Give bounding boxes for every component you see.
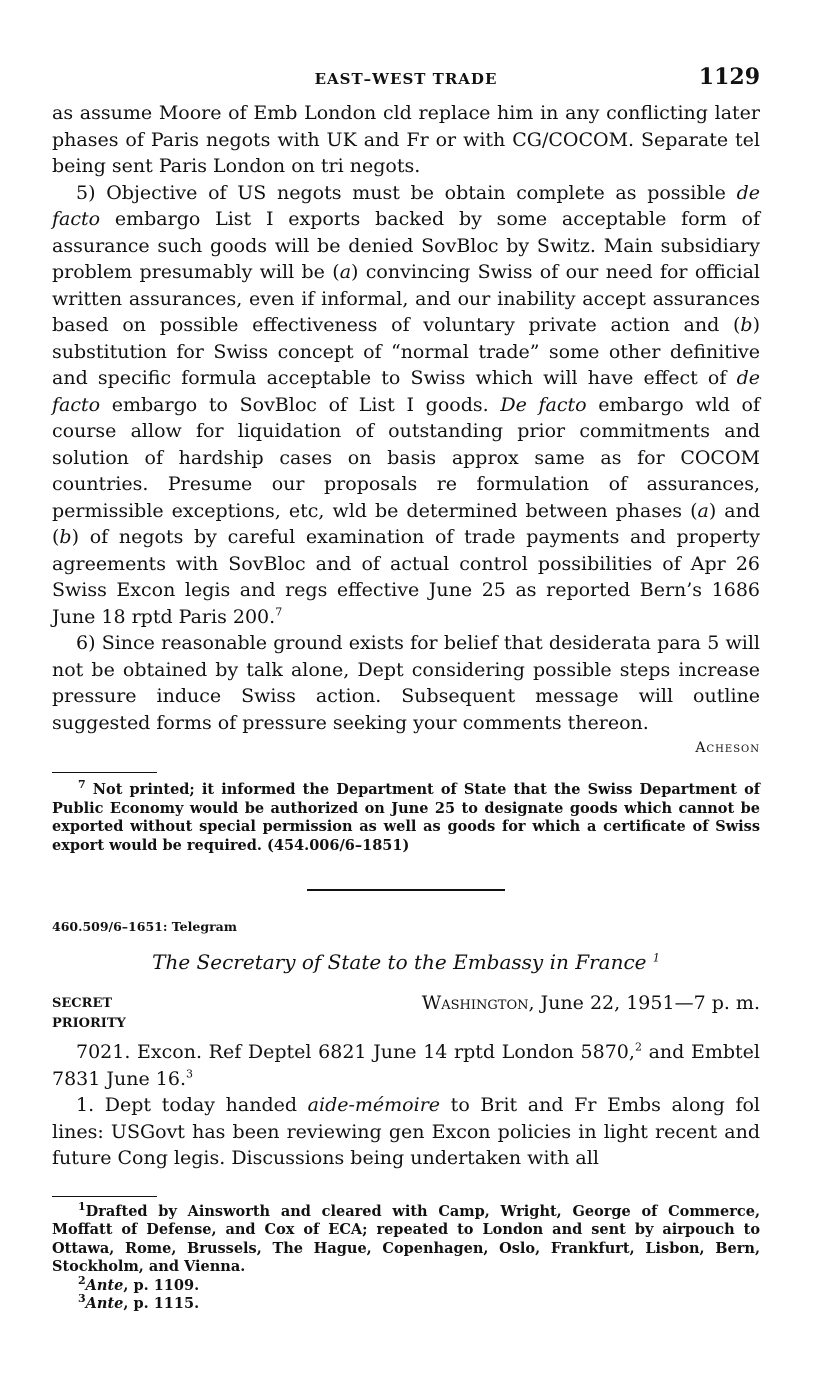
footnote-3: $^3$Ante, p. 1115. [78,1292,200,1312]
footnote-ref-7[interactable]: 7 [275,605,283,619]
footnote-rule [52,772,157,773]
file-reference: 460.509/6–1651: Telegram [52,919,237,934]
paragraph-continued: as assume Moore of Emb London cld replace him in any conflicting later phases of Paris negots with UK and Fr or with CG/COCOM. Separate tel being sent Paris London on tri negots. [52,102,760,177]
paragraph-6: 6) Since reasonable ground exists for belief that desiderata para 5 will not be obtained by talk alone, Dept considering possible steps increase pressure induce Swiss action. Subsequent message will outline suggested forms of pressure seeking your comments thereon. [52,632,760,734]
footnote-1: $^1$Drafted by Ainsworth and cleared with Camp, Wright, George of Commerce, Moffatt of Defense, and Cox of ECA; repeated to London and sent by airpouch to Ottawa, Rome, Brussels, The Hague, Copenhagen, Oslo, Frankfurt, Lisbon, Bern, Stockholm, and Vienna. [52,1199,760,1275]
page-number: 1129 [698,64,760,90]
footnote-7: $^7$ Not printed; it informed the Department of State that the Swiss Department of Public Economy would be authorized on June 25 to designate goods which cannot be exported without special permission as well as goods for which a certificate of Swiss export would be required. (454.006/6–1851) [52,778,760,854]
footnote-ref-1[interactable]: 1 [652,951,660,965]
signature: Acheson [695,740,760,756]
document-separator [307,889,505,891]
footnote-rule-2 [52,1196,157,1197]
classification: SECRET [52,996,113,1011]
footnote-2: $^2$Ante, p. 1109. [78,1273,200,1294]
document-page [52,60,760,1314]
document-title: The Secretary of State to the Embassy in France $^1$ [152,950,660,974]
priority-label: PRIORITY [52,1016,126,1031]
telegram-paragraph-1: 7021. Excon. Ref Deptel 6821 June 14 rptd London 5870,$^2$ and Embtel 7831 June 16.$^3$ [52,1040,760,1090]
telegram-paragraph-2: 1. Dept today handed aide-mémoire to Brit and Fr Embs along fol lines: USGovt has been reviewing gen Excon policies in light recent and future Cong legis. Discussions being undertaken with all [52,1094,760,1169]
dateline: Washington, June 22, 1951—7 p. m. [421,992,760,1014]
page-header [52,60,760,100]
footnote-ref-3[interactable]: 3 [185,1067,193,1081]
footnote-ref-2[interactable]: 2 [634,1040,642,1054]
running-title: EAST–WEST TRADE [314,70,498,88]
paragraph-5: 5) Objective of US negots must be obtain complete as possible de facto embargo List I exports backed by some acceptable form of assurance such goods will be denied SovBloc by Switz. Main subsidiary problem presumably will be (a) convincing Swiss of our need for official written assurances, even if informal, and our inability accept assurances based on possible effectiveness of voluntary private action and (b) substitution for Swiss concept of “normal trade” some other definitive and specific formula acceptable to Swiss which will have effect of de facto embargo to SovBloc of List I goods. De facto embargo wld of course allow for liquidation of outstanding prior commitments and solution of hardship cases on basis approx same as for COCOM countries. Presume our proposals re formulation of assurances, permissible exceptions, etc, wld be determined between phases (a) and (b) of negots by careful examination of trade payments and property agreements with SovBloc and of actual control possibilities of Apr 26 Swiss Excon legis and regs effective June 25 as reported Bern’s 1686 June 18 rptd Paris 200.$^7$ [52,181,761,628]
dateline-row [52,992,760,1016]
